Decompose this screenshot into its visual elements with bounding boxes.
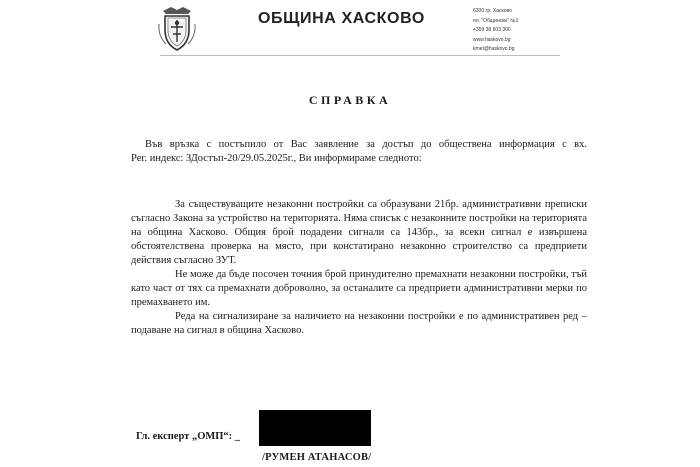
contact-line: 6300 гр. Хасково <box>473 8 512 14</box>
coat-of-arms-icon <box>157 6 197 52</box>
contact-line: www.haskovo.bg <box>473 36 511 43</box>
contact-line: пл. "Общински" №1 <box>473 17 519 24</box>
header-divider <box>160 55 560 56</box>
body-paragraph: Не може да бъде посочен точния брой принудително премахнати незаконни постройки, тъй като част от тях са премахнати доброволно, за останалите са предприети административни мерки по премахването им. <box>131 269 587 308</box>
signer-name: /РУМЕН АТАНАСОВ/ <box>262 452 372 463</box>
intro-text <box>131 138 587 166</box>
municipality-name: ОБЩИНА ХАСКОВО <box>258 10 425 27</box>
redaction-box <box>259 410 371 446</box>
document-body <box>131 198 587 338</box>
intro-line: Във връзка с постъпило от Вас заявление за достъп до обществена информация с вх. <box>145 139 587 150</box>
document-title: СПРАВКА <box>308 93 392 107</box>
signature-label: Гл. експерт „ОМП“: _ <box>136 431 241 442</box>
contact-line: kmet@haskovo.bg <box>473 46 515 52</box>
body-paragraph: Реда на сигнализиране за наличието на незаконни постройки е по административен ред – подаване на сигнал в община Хасково. <box>131 311 587 336</box>
body-paragraph: За съществуващите незаконни постройки са образувани 21бр. административни преписки съгласно Закона за устройство на територията. Няма списък с незаконните постройки на територията на община Хасково. Общия брой подадени сигнали са 143бр., за всеки сигнал е извършена обстоятелствена проверка на място, при констатирано незаконно строителство са предприети действия съгласно ЗУТ. <box>131 199 587 266</box>
intro-line: Рег. индекс: ЗДостъп-20/29.05.2025г., Ви информираме следното: <box>131 153 422 164</box>
contact-line: +359 38 603 300 <box>473 27 511 33</box>
contact-block <box>473 7 583 55</box>
